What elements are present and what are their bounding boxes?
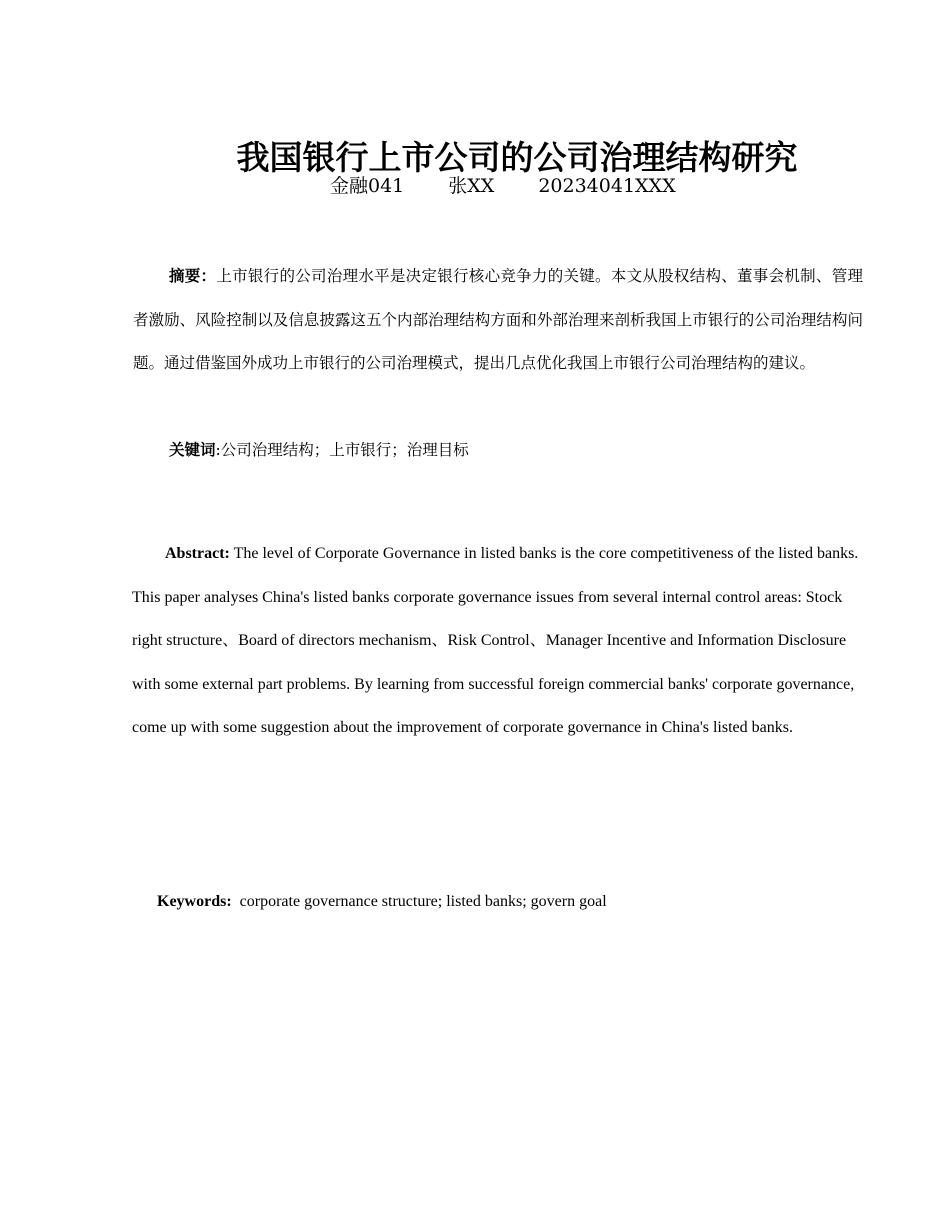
author-line	[330, 170, 676, 202]
english-keywords-text: corporate governance structure; listed banks; govern goal	[239, 893, 607, 910]
chinese-keywords-label: 关键词	[169, 441, 216, 459]
chinese-abstract	[133, 255, 863, 386]
paper-title: 我国银行上市公司的公司治理结构研究	[236, 138, 798, 178]
chinese-abstract-text: 上市银行的公司治理水平是决定银行核心竞争力的关键。本文从股权结构、董事会机制、管理者激励、风险控制以及信息披露这五个内部治理结构方面和外部治理来剖析我国上市银行的公司治理结构问题。通过借鉴国外成功上市银行的公司治理模式，提出几点优化我国上市银行公司治理结构的建议。	[133, 267, 863, 372]
english-abstract-label: Abstract:	[165, 545, 230, 562]
english-keywords-label: Keywords:	[157, 893, 232, 910]
english-abstract	[132, 532, 864, 750]
chinese-keywords	[169, 429, 469, 473]
chinese-keywords-separator: :	[215, 441, 221, 459]
author-department: 金融041	[330, 175, 405, 197]
english-keywords	[157, 880, 607, 924]
author-name: 张XX	[448, 175, 495, 197]
chinese-keywords-text: 公司治理结构；上市银行；治理目标	[220, 441, 469, 459]
chinese-abstract-label: 摘要：	[169, 267, 217, 285]
english-abstract-text: The level of Corporate Governance in listed banks is the core competitiveness of the listed banks. This paper analyses China's listed banks corporate governance issues from several internal control areas: Stock right structure、Board of directors mechanism、Risk Control、Manager Incentive and Information Disclosure with some external part problems. By learning from successful foreign commercial banks' corporate governance, come up with some suggestion about the improvement of corporate governance in China's listed banks.	[132, 545, 859, 737]
author-student-id: 20234041XXX	[538, 175, 676, 197]
